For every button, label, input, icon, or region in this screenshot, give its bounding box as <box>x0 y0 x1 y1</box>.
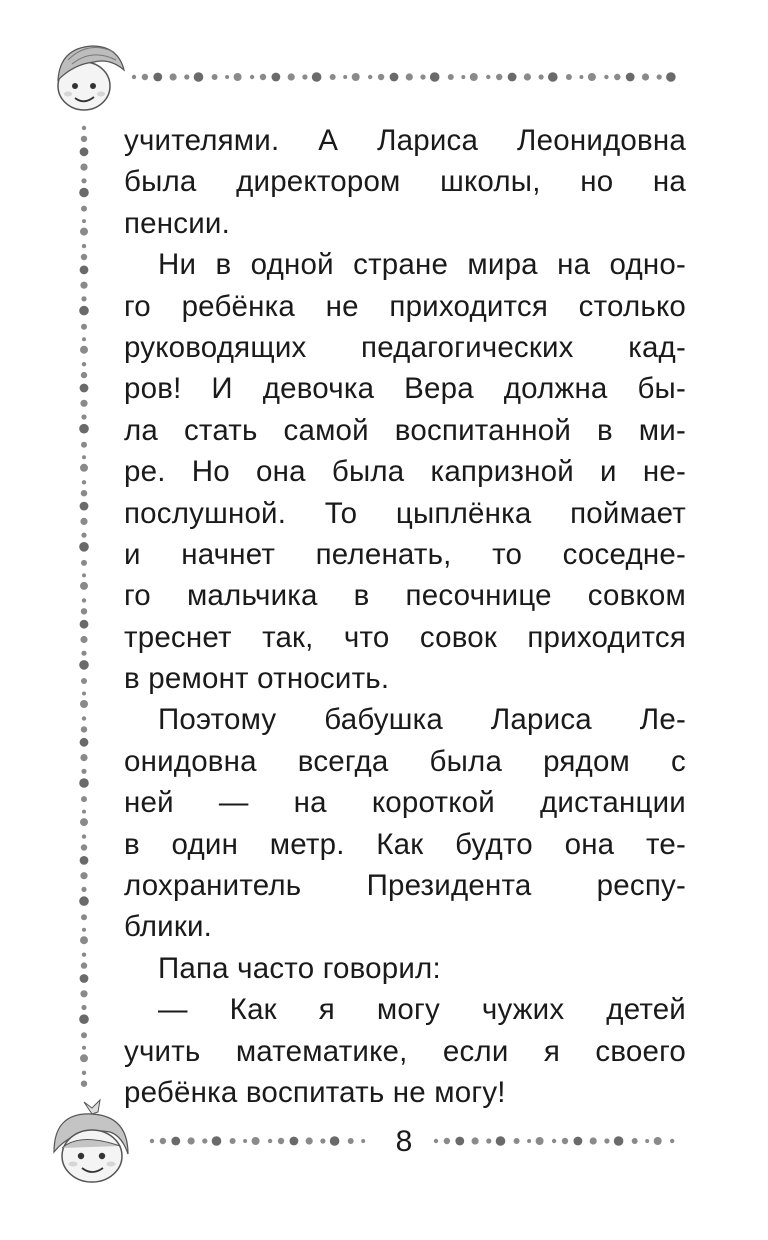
border-dot <box>82 953 86 957</box>
border-dot <box>79 896 89 906</box>
border-dot <box>80 974 89 983</box>
border-dot <box>579 75 583 79</box>
border-dot <box>496 74 502 80</box>
border-dot <box>212 1136 222 1146</box>
border-dot <box>188 1137 195 1144</box>
border-dot <box>80 856 89 865</box>
body-text <box>124 120 686 1113</box>
border-dot <box>202 1138 207 1143</box>
border-dot <box>82 598 86 602</box>
border-dot <box>81 1032 87 1038</box>
border-dot <box>406 73 413 80</box>
border-dot <box>82 716 86 720</box>
border-dot <box>290 1137 299 1146</box>
border-dot <box>234 73 242 81</box>
border-dot <box>79 1014 89 1024</box>
border-dot <box>514 1138 520 1144</box>
border-dot <box>645 1139 649 1143</box>
border-dot <box>81 651 86 656</box>
border-dot <box>243 1139 247 1143</box>
border-dot <box>252 1137 260 1145</box>
border-dot <box>82 219 86 223</box>
text-line: го мальчика в песочнице совком <box>124 579 686 613</box>
border-dot <box>81 296 86 301</box>
border-dot <box>80 700 88 708</box>
text-line: была директором школы, но на <box>124 165 686 199</box>
border-dot <box>153 73 162 82</box>
border-dot <box>80 518 87 525</box>
border-dot <box>278 1138 284 1144</box>
border-dot <box>171 1137 180 1146</box>
border-dot <box>225 75 229 79</box>
border-dot <box>80 164 87 171</box>
page-number: 8 <box>395 1125 413 1158</box>
border-dot <box>604 1138 609 1143</box>
border-dot <box>212 74 218 80</box>
border-dot <box>230 1138 236 1144</box>
border-dot <box>81 678 87 684</box>
border-dot <box>390 73 399 82</box>
border-dot <box>82 1046 86 1050</box>
border-dot <box>562 1138 568 1144</box>
text-line: ла стать самой воспитанной в ми- <box>124 413 686 447</box>
border-dot <box>79 778 89 788</box>
border-dot <box>81 608 87 614</box>
text-line: ров! И девочка Вера должна бы- <box>124 372 686 406</box>
border-dot <box>81 254 87 260</box>
border-dot <box>666 72 676 82</box>
border-dot <box>527 1139 531 1143</box>
border-dot <box>306 1137 313 1144</box>
border-dot <box>81 769 86 774</box>
border-dot <box>361 1139 365 1143</box>
border-dot <box>472 1137 479 1144</box>
border-dot <box>81 726 87 732</box>
dotted-border-left <box>72 122 96 1092</box>
border-dot <box>81 178 86 183</box>
border-dot <box>82 337 86 341</box>
border-dot <box>79 306 89 316</box>
border-dot <box>657 74 662 79</box>
border-dot <box>81 914 87 920</box>
text-line: Папа часто говорил: <box>158 951 441 985</box>
border-dot <box>81 206 87 212</box>
border-dot <box>434 1139 438 1143</box>
border-dot <box>82 362 86 366</box>
border-dot <box>80 738 89 747</box>
border-dot <box>80 936 88 944</box>
border-dot <box>539 74 544 79</box>
text-line: руководящих педагогических кад- <box>124 330 686 364</box>
border-dot <box>132 75 136 79</box>
border-dot <box>330 1136 340 1146</box>
border-dot <box>81 136 87 142</box>
text-line: ней — на короткой дистанции <box>124 786 686 820</box>
border-dot <box>614 74 620 80</box>
text-line: лохранитель Президента респу- <box>124 869 686 903</box>
border-dot <box>82 1071 86 1075</box>
border-dot <box>368 75 372 79</box>
border-dot <box>80 872 87 879</box>
border-dot <box>82 244 86 248</box>
border-dot <box>82 480 86 484</box>
border-dot <box>80 620 89 629</box>
border-dot <box>626 73 635 82</box>
border-dot <box>302 74 307 79</box>
border-dot <box>268 1139 272 1143</box>
border-dot <box>79 542 89 552</box>
text-line: ре. Но она была капризной и не- <box>124 455 686 489</box>
text-line: — Как я могу чужих детей <box>158 993 686 1027</box>
border-dot <box>566 74 572 80</box>
border-dot <box>80 400 87 407</box>
border-dot <box>80 502 89 511</box>
border-dot <box>80 384 89 393</box>
border-dot <box>420 74 425 79</box>
border-dot <box>330 74 336 80</box>
border-dot <box>81 1005 86 1010</box>
border-dot <box>184 74 189 79</box>
border-dot <box>82 126 86 130</box>
border-dot <box>508 73 517 82</box>
border-dot <box>81 844 87 850</box>
border-dot <box>81 796 87 802</box>
text-line: треснет так, что совок приходится <box>124 620 686 654</box>
border-dot <box>320 1138 325 1143</box>
border-dot <box>81 324 87 330</box>
border-dot <box>81 1081 87 1087</box>
border-dot <box>81 560 87 566</box>
border-dot <box>80 266 89 275</box>
border-dot <box>260 74 266 80</box>
border-dot <box>448 74 454 80</box>
border-dot <box>312 72 322 82</box>
border-dot <box>82 455 86 459</box>
border-dot <box>461 75 465 79</box>
border-dot <box>642 73 649 80</box>
border-dot <box>79 660 89 670</box>
text-line: онидовна всегда была рядом с <box>124 744 686 778</box>
border-dot <box>79 424 89 434</box>
text-line: учителями. А Лариса Леонидовна <box>124 124 686 157</box>
border-dot <box>574 1137 583 1146</box>
border-dot <box>80 754 87 761</box>
border-dot <box>194 72 204 82</box>
dotted-border-top <box>128 68 688 86</box>
border-dot <box>654 1137 662 1145</box>
border-dot <box>552 1139 556 1143</box>
border-dot <box>250 75 254 79</box>
border-dot <box>352 73 360 81</box>
border-dot <box>80 228 88 236</box>
border-dot <box>496 1136 506 1146</box>
text-line: учить математике, если я своего <box>124 1034 686 1068</box>
border-dot <box>170 73 177 80</box>
border-dot <box>486 1138 491 1143</box>
border-dot <box>272 73 281 82</box>
border-dot <box>588 73 596 81</box>
text-line: блики. <box>124 910 213 944</box>
border-dot <box>81 414 86 419</box>
border-dot <box>80 990 87 997</box>
border-dot <box>590 1137 597 1144</box>
border-dot <box>80 582 88 590</box>
border-dot <box>81 962 87 968</box>
border-dot <box>82 692 86 696</box>
border-dot <box>82 810 86 814</box>
border-dot <box>80 1054 88 1062</box>
border-dot <box>430 72 440 82</box>
text-line: в один метр. Как будто она те- <box>124 827 686 861</box>
border-dot <box>444 1138 450 1144</box>
border-dot <box>548 72 558 82</box>
border-dot <box>80 282 87 289</box>
border-dot <box>82 573 86 577</box>
border-dot <box>150 1139 154 1143</box>
border-dot <box>470 73 478 81</box>
border-dot <box>81 442 87 448</box>
text-line: ребёнка воспитать не могу! <box>124 1075 506 1109</box>
text-line: Ни в одной стране мира на одно- <box>158 248 686 282</box>
text-line: в ремонт относить. <box>124 662 390 696</box>
border-dot <box>81 490 87 496</box>
border-dot <box>142 74 148 80</box>
border-dot <box>614 1136 624 1146</box>
border-dot <box>82 928 86 932</box>
border-dot <box>632 1138 638 1144</box>
border-dot <box>80 147 89 156</box>
border-dot <box>80 346 88 354</box>
border-dot <box>455 1137 464 1146</box>
border-dot <box>79 188 89 198</box>
text-line: и начнет пеленать, то соседне- <box>124 537 686 571</box>
border-dot <box>670 1139 674 1143</box>
text-line: пенсии. <box>124 206 230 240</box>
border-dot <box>81 372 87 378</box>
text-line: Поэтому бабушка Лариса Ле- <box>158 703 686 737</box>
border-dot <box>343 75 347 79</box>
border-dot <box>536 1137 544 1145</box>
border-dot <box>160 1138 166 1144</box>
border-dot <box>486 75 490 79</box>
border-dot <box>348 1138 354 1144</box>
text-line: послушной. То цыплёнка поймает <box>124 496 686 530</box>
girl-face-icon <box>44 34 134 124</box>
border-dot <box>82 834 86 838</box>
border-dot <box>288 73 295 80</box>
border-dot <box>524 73 531 80</box>
border-dot <box>80 818 88 826</box>
border-dot <box>80 464 88 472</box>
text-line: го ребёнка не приходится столько <box>124 289 686 323</box>
border-dot <box>81 533 86 538</box>
border-dot <box>81 887 86 892</box>
dotted-border-bottom-left <box>146 1132 376 1150</box>
border-dot <box>604 75 608 79</box>
dotted-border-bottom-right <box>430 1132 678 1150</box>
border-dot <box>378 74 384 80</box>
border-dot <box>80 636 87 643</box>
